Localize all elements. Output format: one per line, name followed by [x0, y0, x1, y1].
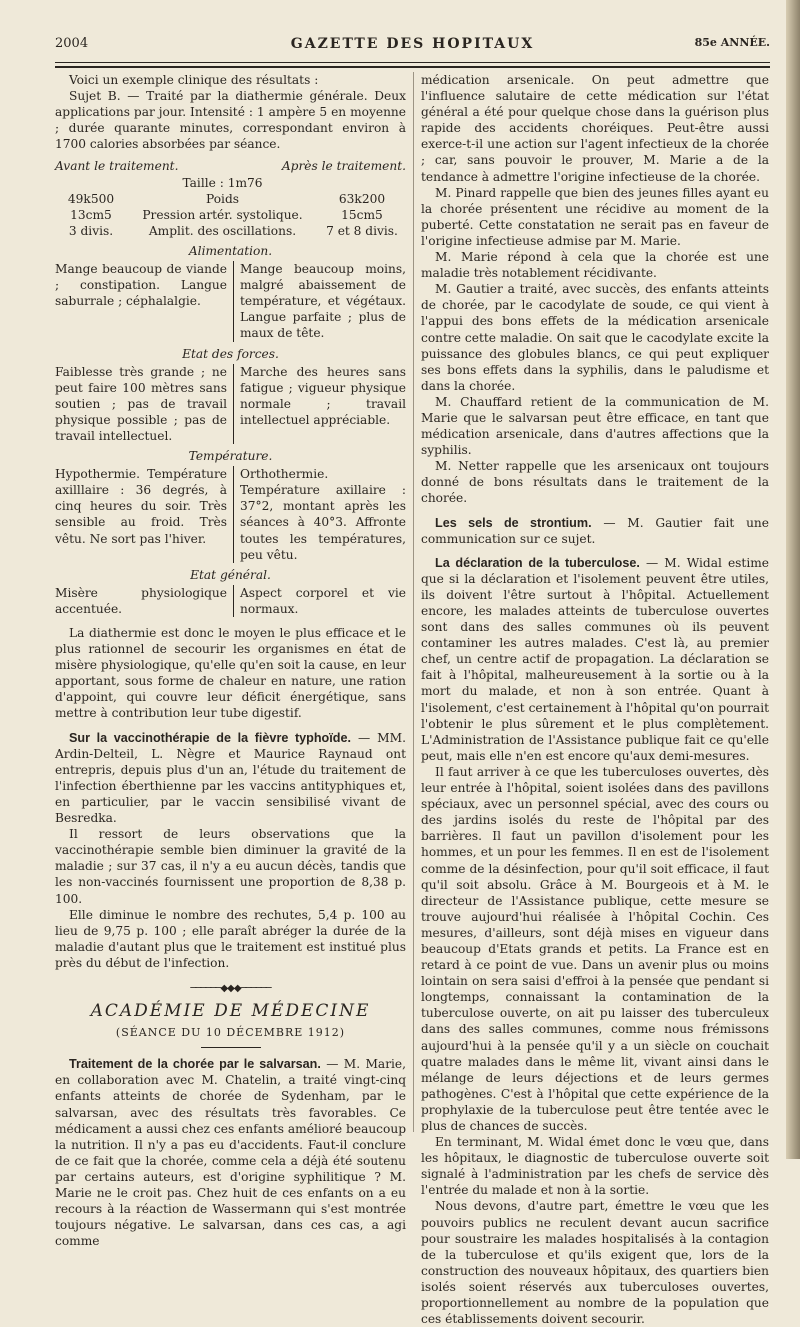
chauffard-paragraph: M. Chauffard retient de la communication de M. Marie que le salvarsan peut être efficace, en tant que médication arsenicale, dans d'autres affections que la syphilis.	[421, 394, 769, 458]
typhoid-paragraph-2: Il ressort de leurs observations que la vaccinothérapie semble bien diminuer la gravité de la maladie ; sur 37 cas, il n'y a eu aucun décès, tandis que les non-vaccinés fournissent une proportion de 8,38 p. 100.	[55, 827, 406, 906]
column-divider	[413, 72, 414, 1132]
tuberculosis-paragraph-2: Il faut arriver à ce que les tuberculoses ouvertes, dès leur entrée à l'hôpital, soient isolées dans des pavillons spéciaux, avec un personnel spécial, avec des cours ou des jardins isolés du reste de l'hôpital par des barrières. Il faut un pavillon d'isolement pour les hommes, et un pour les femmes. Il en est de l'isolement comme de la désinfection, pour qu'il soit efficace, il faut qu'il soit absolu. Grâce à M. Bourgeois et à M. le directeur de l'Assistance publique, cette mesure se trouve aujourd'hui réalisée à l'hôpital Cochin. Ces mesures, d'ailleurs, sont déjà mises en vigueur dans beaucoup d'Etats grands et petits. La France est en retard à ce point de vue. Dans un avenir plus ou moins lointain on sera saisi d'effroi à la pensée que pendant si longtemps, connaissant la contamination de la tuberculose ouverte, on ait pu laisser des tuberculeux dans des salles communes, comme nous frémissons aujourd'hui à la pensée qu'il y a un siècle on couchait quatre malades dans le même lit, vivant ainsi dans le mélange de leurs déjections et de leurs germes pathogènes. C'est à l'hôpital que cette expérience de la prophylaxie de la tuberculose peut être tentée avec le plus de chances de succès.	[421, 764, 769, 1133]
measures-table	[55, 175, 406, 239]
section-title: Etat général.	[190, 567, 271, 582]
section-title: Température.	[188, 449, 273, 464]
before-label: Avant le traitement.	[55, 159, 179, 174]
tuberculosis-paragraph-4: Nous devons, d'autre part, émettre le vœu que les pouvoirs publics ne reculent devant aucun sacrifice pour soustraire les malades hospitalisés à la contagion de la tuberculose et qu'ils exigent que, lors de la construction des nouveaux hôpitaux, des quartiers bien isolés soient réservés aux tuberculoses ouvertes, proportionnellement au nombre de la population que ces établissements doivent secourir.	[421, 1199, 769, 1327]
table-row: 49k500 Poids 63k200	[67, 191, 386, 206]
marie-paragraph: M. Marie répond à cela que la chorée est une maladie très notablement récidivante.	[421, 250, 769, 281]
after-text: Orthothermie. Température axillaire : 37°2, montant après les séances à 40°3. Affronte toutes les températures, peu vêtu.	[240, 467, 406, 562]
journal-title: GAZETTE DES HOPITAUX	[290, 36, 535, 52]
comparison-pair	[55, 261, 406, 341]
left-column	[55, 72, 406, 1249]
header-rule-thick	[55, 66, 770, 68]
comparison-pair	[55, 585, 406, 617]
before-text: Mange beaucoup de viande ; constipation. Langue saburrale ; céphalalgie.	[55, 261, 234, 341]
continuation-paragraph: médication arsenicale. On peut admettre que l'influence salutaire de cette médication sur l'état général a été pour quelque chose dans la guérison plus rapide des accidents choréiques. Peut-être aussi exerce-t-il une action sur l'agent infectieux de la chorée ; car, sans pouvoir le prouver, M. Marie a de la tendance à admettre l'origine infectieuse de la chorée.	[421, 73, 769, 184]
table-row: Taille : 1m76	[182, 175, 263, 190]
typhoid-text: — MM. Ardin-Delteil, L. Nègre et Maurice Raynaud ont entrepris, depuis plus d'un an, l'étude du traitement de l'infection éberthienne par les vaccins antityphiques et, en particulier, par le vaccin sensibilisé vivant de Besredka.	[55, 730, 406, 826]
gautier-paragraph: M. Gautier a traité, avec succès, des enfants atteints de chorée, par le cacodylate de soude, ce qui vient à l'appui des bons effets de la médication arsenicale contre cette maladie. On sait que le cacodylate excite la puissance des globules blancs, ce qui peut expliquer ses bons effets dans la syphilis, dans le paludisme et dans la chorée.	[421, 282, 769, 393]
after-text: Aspect corporel et vie normaux.	[240, 585, 406, 616]
chorea-paragraph	[55, 1056, 406, 1249]
chorea-heading: Traitement de la chorée par le salvarsan.	[69, 1057, 321, 1072]
after-label: Après le traitement.	[281, 159, 406, 174]
tuberculosis-text: — M. Widal estime que si la déclaration et l'isolement peuvent être utiles, ils doivent l'être surtout à l'hôpital. Actuellement encore, les malades atteints de tuberculose ouvertes sont dans des salles communes où ils peuvent contaminer les autres malades. C'est là, au premier chef, un centre actif de propagation. La déclaration se fait à l'hôpital, malheureusement à la sortie ou à la mort du malade, et non à son entrée. Quant à l'isolement, c'est certainement à l'hôpital qu'on pourrait l'obtenir le plus sûrement et le plus complètement. L'Administration de l'Assistance publique fait ce qu'elle peut, mais elle n'en est encore qu'aux demi-mesures.	[421, 555, 769, 763]
academy-title: ACADÉMIE DE MÉDECINE	[90, 1001, 371, 1022]
tuberculosis-heading: La déclaration de la tuberculose.	[435, 555, 640, 570]
subject-paragraph: Sujet B. — Traité par la diathermie générale. Deux applications par jour. Intensité : 1 ampère 5 en moyenne ; durée quarante minutes, correspondant environ à 1700 calories absorbées par séance.	[55, 89, 406, 152]
strontium-paragraph	[421, 515, 769, 547]
ornament-divider: ──────◆◆◆──────	[190, 982, 271, 994]
intro-paragraph: Voici un exemple clinique des résultats :	[69, 73, 319, 87]
typhoid-paragraph	[55, 730, 406, 827]
comparison-pair	[55, 466, 406, 563]
treatment-table-header	[55, 158, 406, 174]
table-row: 3 divis. Amplit. des oscillations. 7 et 8 divis.	[68, 223, 398, 238]
page-edge-shadow	[786, 0, 800, 1159]
strontium-heading: Les sels de strontium.	[435, 515, 592, 530]
seance-date: (SÉANCE DU 10 DÉCEMBRE 1912)	[115, 1026, 346, 1040]
tuberculosis-paragraph	[421, 555, 769, 764]
right-column	[421, 72, 769, 1327]
conclusion-paragraph: La diathermie est donc le moyen le plus efficace et le plus rationnel de secourir les organismes en état de misère physiologique, qu'elle qu'en soit la cause, en leur apportant, sous forme de chaleur en nature, une ration d'appoint, qui couvre leur déficit énergétique, sans mettre à contribution leur tube digestif.	[55, 626, 406, 721]
after-text: Marche des heures sans fatigue ; vigueur physique normale ; travail intellectuel appréciable.	[240, 364, 406, 427]
section-title: Etat des forces.	[182, 346, 279, 361]
after-text: Mange beaucoup moins, malgré abaissement de température, et végétaux. Langue parfaite ; plus de maux de tête.	[240, 262, 406, 341]
page-header	[55, 36, 770, 56]
year-label: 85e ANNÉE.	[694, 36, 770, 49]
chorea-text: — M. Marie, en collaboration avec M. Chatelin, a traité vingt-cinq enfants atteints de chorée de Sydenham, par le salvarsan, avec des résultats très favorables. Ce médicament a aussi chez ces enfants amélioré beaucoup la nutrition. Il n'y a pas eu d'accidents. Faut-il conclure de ce fait que la chorée, comme cela a déjà été soutenu par certains auteurs, est d'origine syphilitique ? M. Marie ne le croit pas. Chez huit de ces enfants on a eu recours à la réaction de Wassermann qui s'est montrée toujours négative. Le salvarsan, dans ces cas, a agi comme	[55, 1057, 407, 1249]
comparison-pair	[55, 364, 406, 444]
before-text: Hypothermie. Température axilllaire : 36 degrés, à cinq heures du soir. Très sensible au froid. Très vêtu. Ne sort pas l'hiver.	[55, 466, 234, 563]
before-text: Faiblesse très grande ; ne peut faire 100 mètres sans soutien ; pas de travail physique possible ; pas de travail intellectuel.	[55, 364, 234, 444]
tuberculosis-paragraph-3: En terminant, M. Widal émet donc le vœu que, dans les hôpitaux, le diagnostic de tuberculose ouverte soit signalé à l'administration par les chefs de service dès l'entrée du malade et non à la sortie.	[421, 1135, 769, 1198]
header-rule-thin	[55, 62, 770, 63]
typhoid-paragraph-3: Elle diminue le nombre des rechutes, 5,4 p. 100 au lieu de 9,75 p. 100 ; elle paraît abréger la durée de la maladie d'autant plus que le traitement est institué plus près du début de l'infection.	[55, 907, 406, 970]
table-row: 13cm5 Pression artér. systolique. 15cm5	[70, 207, 383, 222]
pinard-paragraph: M. Pinard rappelle que bien des jeunes filles ayant eu la chorée présentent une récidive au moment de la puberté. Cette constatation ne serait pas en faveur de l'origine infectieuse admise par M. Marie.	[421, 185, 769, 248]
typhoid-heading: Sur la vaccinothérapie de la fièvre typhoïde.	[69, 730, 351, 745]
strontium-text: — M. Gautier fait une communication sur ce sujet.	[421, 515, 769, 546]
page-number: 2004	[55, 36, 89, 51]
short-rule	[201, 1047, 261, 1048]
netter-paragraph: M. Netter rappelle que les arsenicaux ont toujours donné de bons résultats dans le traitement de la chorée.	[421, 459, 769, 506]
before-text: Misère physiologique accentuée.	[55, 585, 234, 617]
section-title: Alimentation.	[188, 243, 273, 258]
